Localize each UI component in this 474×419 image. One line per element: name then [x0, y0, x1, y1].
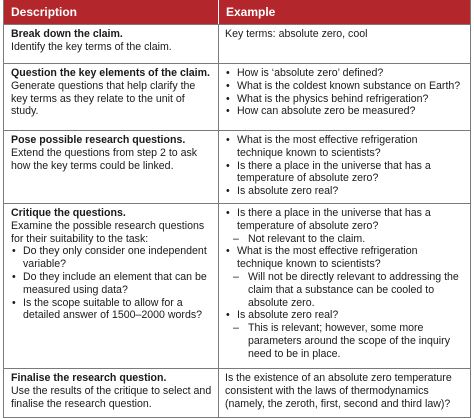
- list-item: • Do they only consider one independent variable?: [11, 245, 212, 271]
- example-text: Key terms: absolute zero, cool: [225, 28, 368, 40]
- table-row: [4, 24, 470, 63]
- list-item: • Is there a place in the universe that has a temperature of absolute zero?: [225, 160, 464, 186]
- step-description: Examine the possible research questions for their suitability to the task:: [11, 219, 205, 245]
- header-description: Description: [4, 0, 219, 24]
- table-row: [4, 368, 470, 417]
- list-item: • Is there a place in the universe that has a temperature of absolute zero?: [225, 207, 464, 233]
- table-row: [4, 63, 470, 130]
- step-description: Use the results of the critique to select and finalise the research question.: [11, 384, 212, 410]
- list-item: • Is absolute zero real?: [225, 185, 464, 198]
- list-item: • What is the physics behind refrigeration?: [225, 93, 464, 106]
- list-item: • Is the scope suitable to allow for a detailed answer of 1500–2000 words?: [11, 297, 212, 323]
- list-item: • Do they include an element that can be measured using data?: [11, 271, 212, 297]
- sub-list-item: – This is relevant; however, some more parameters around the scope of the inquiry need to be in place.: [225, 322, 464, 360]
- criteria-list: [11, 245, 212, 322]
- description-cell: [4, 369, 219, 417]
- example-cell: [219, 25, 470, 63]
- list-item: • Is absolute zero real?: [225, 309, 464, 322]
- step-title: Pose possible research questions.: [11, 134, 186, 146]
- example-list: [225, 207, 464, 361]
- step-description: Extend the questions from step 2 to ask how the key terms could be linked.: [11, 146, 198, 172]
- step-title: Finalise the research question.: [11, 372, 167, 384]
- step-title: Break down the claim.: [11, 28, 123, 40]
- list-item: • What is the most effective refrigeration technique known to scientists?: [225, 245, 464, 271]
- example-text: Is the existence of an absolute zero temperature consistent with the laws of thermodynamics (namely, the zeroth, first, second and third law)?: [225, 372, 452, 410]
- example-cell: [219, 204, 470, 368]
- step-title: Critique the questions.: [11, 207, 126, 219]
- table-header: [4, 0, 470, 24]
- step-description: Identify the key terms of the claim.: [11, 40, 172, 53]
- example-cell: [219, 131, 470, 203]
- sub-list-item: – Will not be directly relevant to addressing the claim that a substance can be cooled to absolute zero.: [225, 271, 464, 309]
- header-example: Example: [226, 5, 276, 19]
- research-question-table: [3, 0, 471, 418]
- sub-list-item: – Not relevant to the claim.: [225, 233, 464, 246]
- example-cell: [219, 369, 470, 417]
- table-row: [4, 130, 470, 203]
- description-cell: [4, 131, 219, 203]
- description-cell: [4, 204, 219, 368]
- description-cell: [4, 64, 219, 130]
- description-cell: [4, 25, 219, 63]
- table-row: [4, 203, 470, 368]
- example-list: [225, 134, 464, 198]
- list-item: • What is the coldest known substance on Earth?: [225, 80, 464, 93]
- example-cell: [219, 64, 470, 130]
- list-item: • What is the most effective refrigeration technique known to scientists?: [225, 134, 464, 160]
- step-description: Generate questions that help clarify the key terms as they relate to the unit of study.: [11, 79, 196, 118]
- list-item: • How can absolute zero be measured?: [225, 105, 464, 118]
- step-title: Question the key elements of the claim.: [11, 67, 210, 79]
- list-item: • How is ‘absolute zero’ defined?: [225, 67, 464, 80]
- example-list: [225, 67, 464, 118]
